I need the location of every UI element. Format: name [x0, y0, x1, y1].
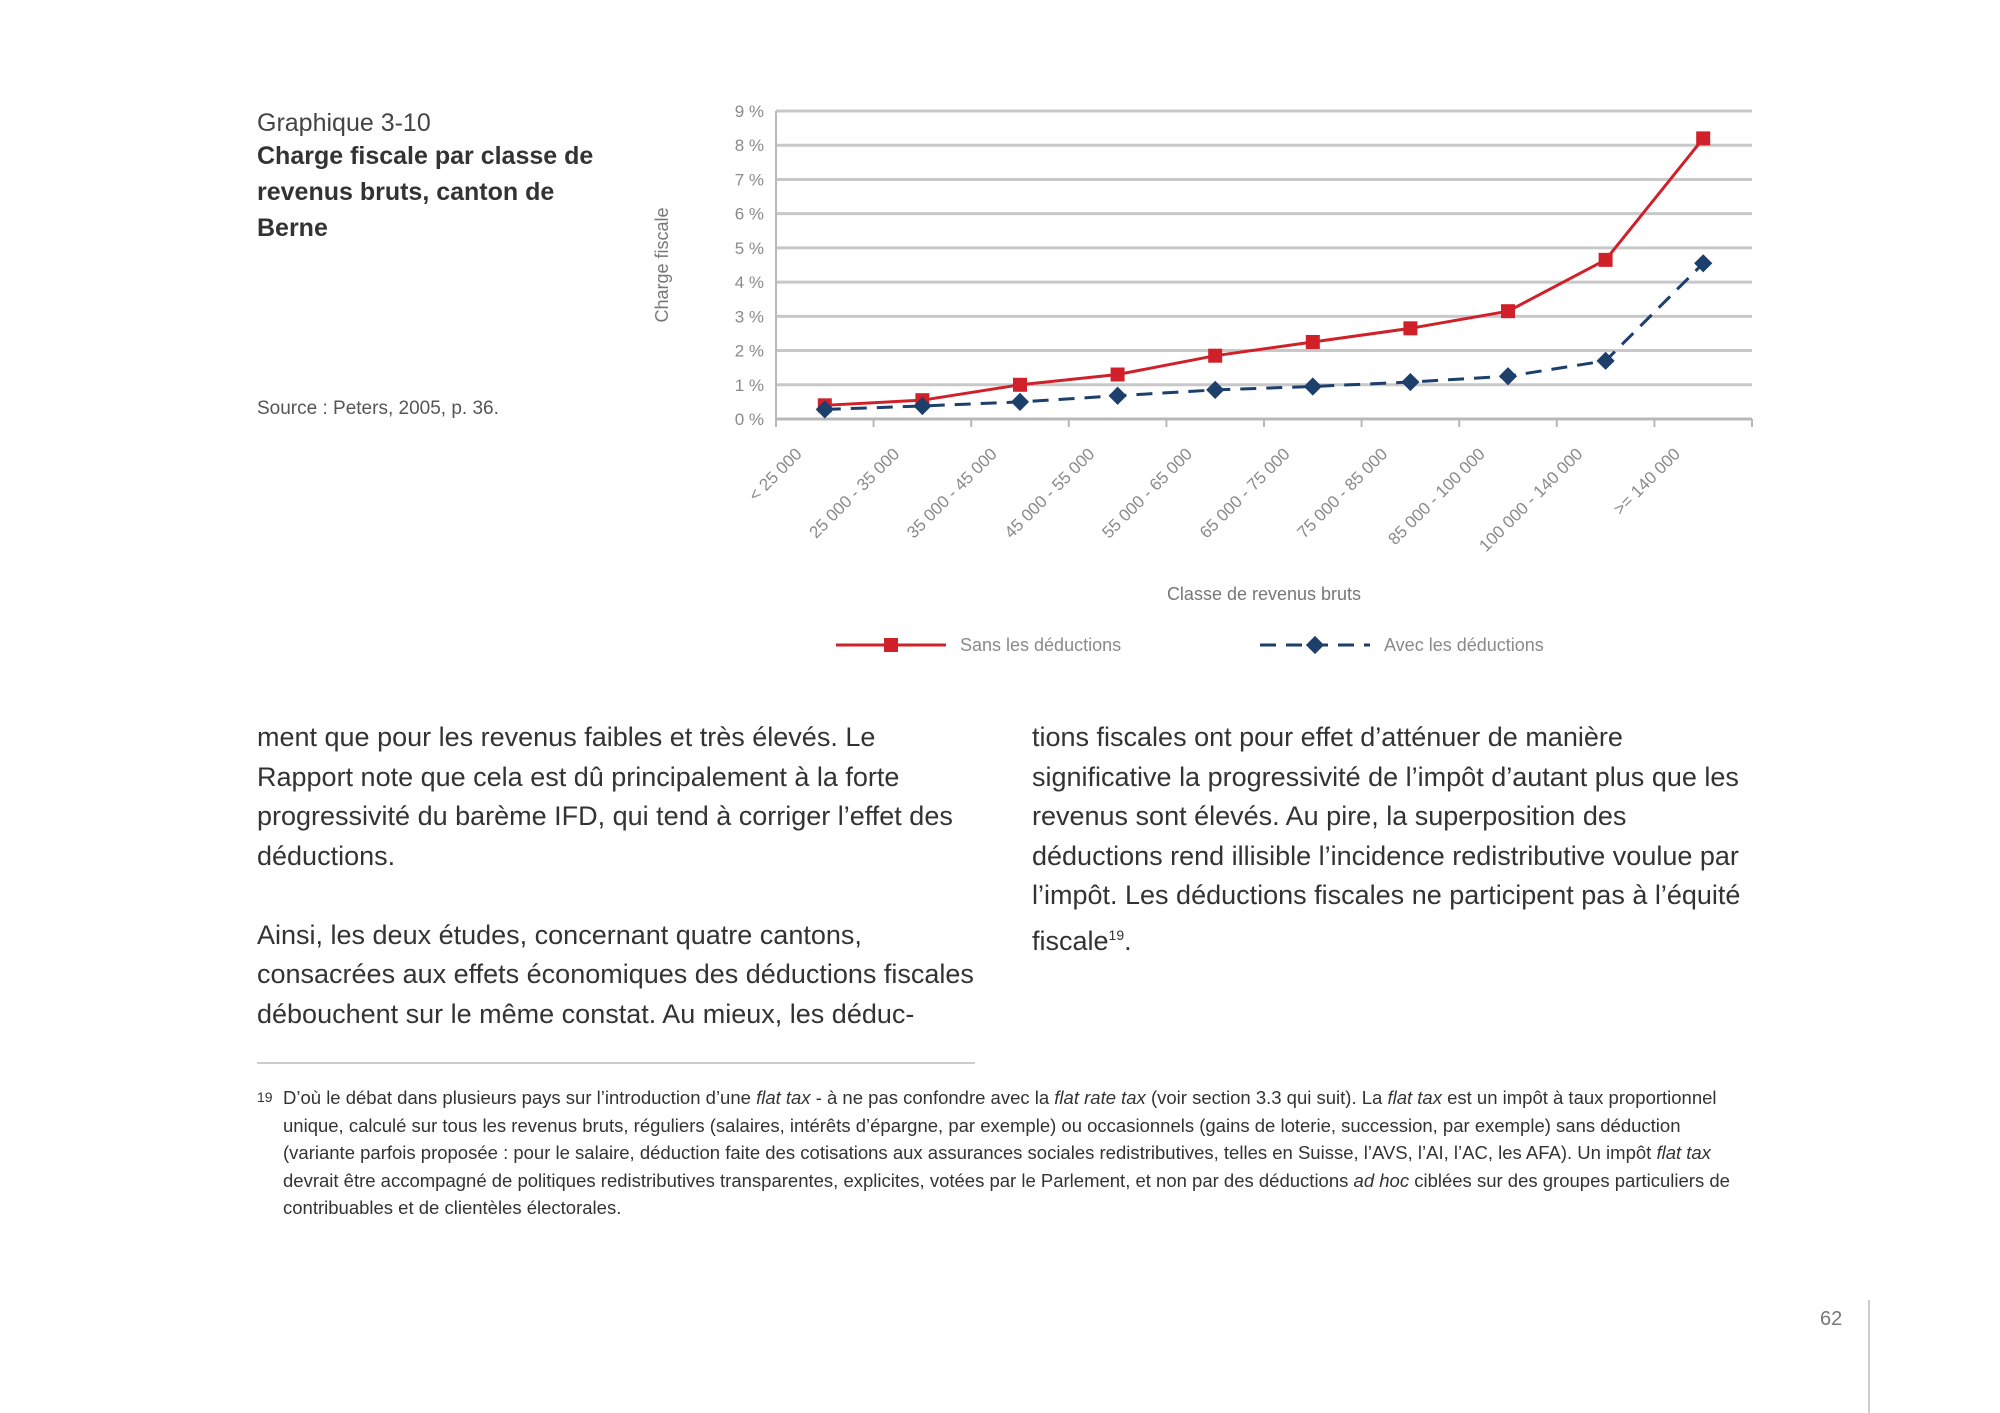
data-point	[1403, 321, 1417, 335]
series-line	[825, 263, 1703, 409]
footnote-italic: flat tax	[756, 1087, 811, 1108]
data-point	[1208, 349, 1222, 363]
legend-label: Avec les déductions	[1384, 635, 1544, 655]
footnote-italic: ad hoc	[1353, 1169, 1410, 1191]
legend-label: Sans les déductions	[960, 635, 1122, 655]
x-axis-title: Classe de revenus bruts	[1166, 584, 1362, 604]
footnote-italic: flat rate tax	[1054, 1087, 1146, 1108]
body-column-left	[257, 718, 975, 1034]
x-tick-label: 55 000 - 65 000	[1098, 444, 1197, 543]
y-tick-label: 8 %	[734, 136, 764, 156]
y-tick-label: 6 %	[734, 204, 764, 224]
y-tick-label: 1 %	[734, 375, 764, 395]
x-tick-label: 75 000 - 85 000	[1293, 444, 1392, 543]
figure-label: Graphique 3-10	[257, 109, 431, 137]
data-point	[1304, 377, 1322, 395]
data-point	[1401, 373, 1419, 391]
legend-marker	[884, 638, 898, 652]
footnote-segment: D’où le débat dans plusieurs pays sur l’introduction d’une	[283, 1087, 757, 1108]
legend-marker	[1306, 636, 1324, 654]
footnote-italic: flat tax	[1656, 1142, 1711, 1163]
body-paragraph: Ainsi, les deux études, concernant quatre cantons, consacrées aux effets économiques des déductions fiscales débouchent sur le même constat. Au mieux, les déduc-	[257, 919, 974, 1029]
figure-source: Source : Peters, 2005, p. 36.	[257, 398, 499, 419]
body-text: tions fiscales ont pour effet d’atténuer de manière significative la progressivité de l’impôt d’autant plus que les revenus sont élevés. Au pire, la superposition des déductions rend illisible l’incidence redistributive voulue par l’impôt. Les déductions fiscales ne participent pas à l’équité fiscale	[1032, 722, 1741, 956]
page-number-rule	[1868, 1300, 1870, 1413]
footnote-segment: - à ne pas confondre avec la	[810, 1087, 1055, 1108]
footnote-reference[interactable]: 19	[1108, 926, 1125, 943]
data-point	[1599, 253, 1613, 267]
x-tick-label: 100 000 - 140 000	[1475, 444, 1587, 556]
x-tick-label: 25 000 - 35 000	[805, 444, 904, 543]
y-axis-title: Charge fiscale	[652, 207, 672, 323]
data-point	[1501, 304, 1515, 318]
footnote-segment: est un impôt à taux proportionnel unique, calculé sur tous les revenus bruts, réguliers (salaires, intérêts d’épargne, par exemple) ou occasionnels (gains de loterie, succession, par exemple) sans déduction (variante parfois proposée : pour le salaire, déduction faite des cotisations aux assurances sociales redistributives, telles en Suisse, l’AVS, l’AI, l’AC, les AFA). Un impôt	[283, 1087, 1717, 1163]
x-tick-label: >= 140 000	[1609, 444, 1685, 519]
data-point	[1109, 387, 1127, 405]
body-paragraph: ment que pour les revenus faibles et très élevés. Le Rapport note que cela est dû principalement à la forte progressivité du barème IFD, qui tend à corriger l’effet des déductions.	[257, 722, 953, 871]
x-tick-label: 45 000 - 55 000	[1000, 444, 1099, 543]
page-number: 62	[1820, 1308, 1843, 1330]
footnote	[257, 1084, 1737, 1222]
y-tick-label: 7 %	[734, 170, 764, 190]
data-point	[1306, 335, 1320, 349]
body-paragraph	[1032, 718, 1750, 961]
x-tick-label: 85 000 - 100 000	[1384, 444, 1489, 549]
data-point	[1696, 131, 1710, 145]
data-point	[1011, 393, 1029, 411]
footnote-segment: devrait être accompagné de politiques redistributives transparentes, explicites, votées par le Parlement, et non par des déductions	[283, 1169, 1354, 1191]
y-tick-label: 0 %	[734, 410, 764, 429]
y-tick-label: 5 %	[734, 238, 764, 258]
y-tick-label: 3 %	[734, 307, 764, 327]
tax-burden-chart	[640, 90, 1780, 670]
body-text-end: .	[1124, 925, 1132, 956]
x-tick-label: < 25 000	[745, 444, 806, 505]
footnote-number: 19	[257, 1089, 273, 1105]
footnote-italic: flat tax	[1387, 1087, 1442, 1108]
y-tick-label: 9 %	[734, 102, 764, 121]
data-point	[1013, 378, 1027, 392]
y-tick-label: 4 %	[734, 273, 764, 293]
y-tick-label: 2 %	[734, 341, 764, 361]
body-column-right	[1032, 718, 1750, 961]
footnote-text	[283, 1084, 1737, 1222]
footnote-segment: (voir section 3.3 qui suit). La	[1145, 1087, 1388, 1108]
footnote-segment: ciblées sur des groupes particuliers de contribuables et de clientèles électorales.	[283, 1169, 1730, 1218]
figure-title: Charge fiscale par classe de revenus bruts, canton de Berne	[257, 142, 594, 242]
footnote-divider	[257, 1062, 975, 1064]
x-tick-label: 35 000 - 45 000	[903, 444, 1001, 543]
data-point	[1111, 368, 1125, 382]
x-tick-label: 65 000 - 75 000	[1195, 444, 1294, 543]
data-point	[1499, 367, 1517, 385]
